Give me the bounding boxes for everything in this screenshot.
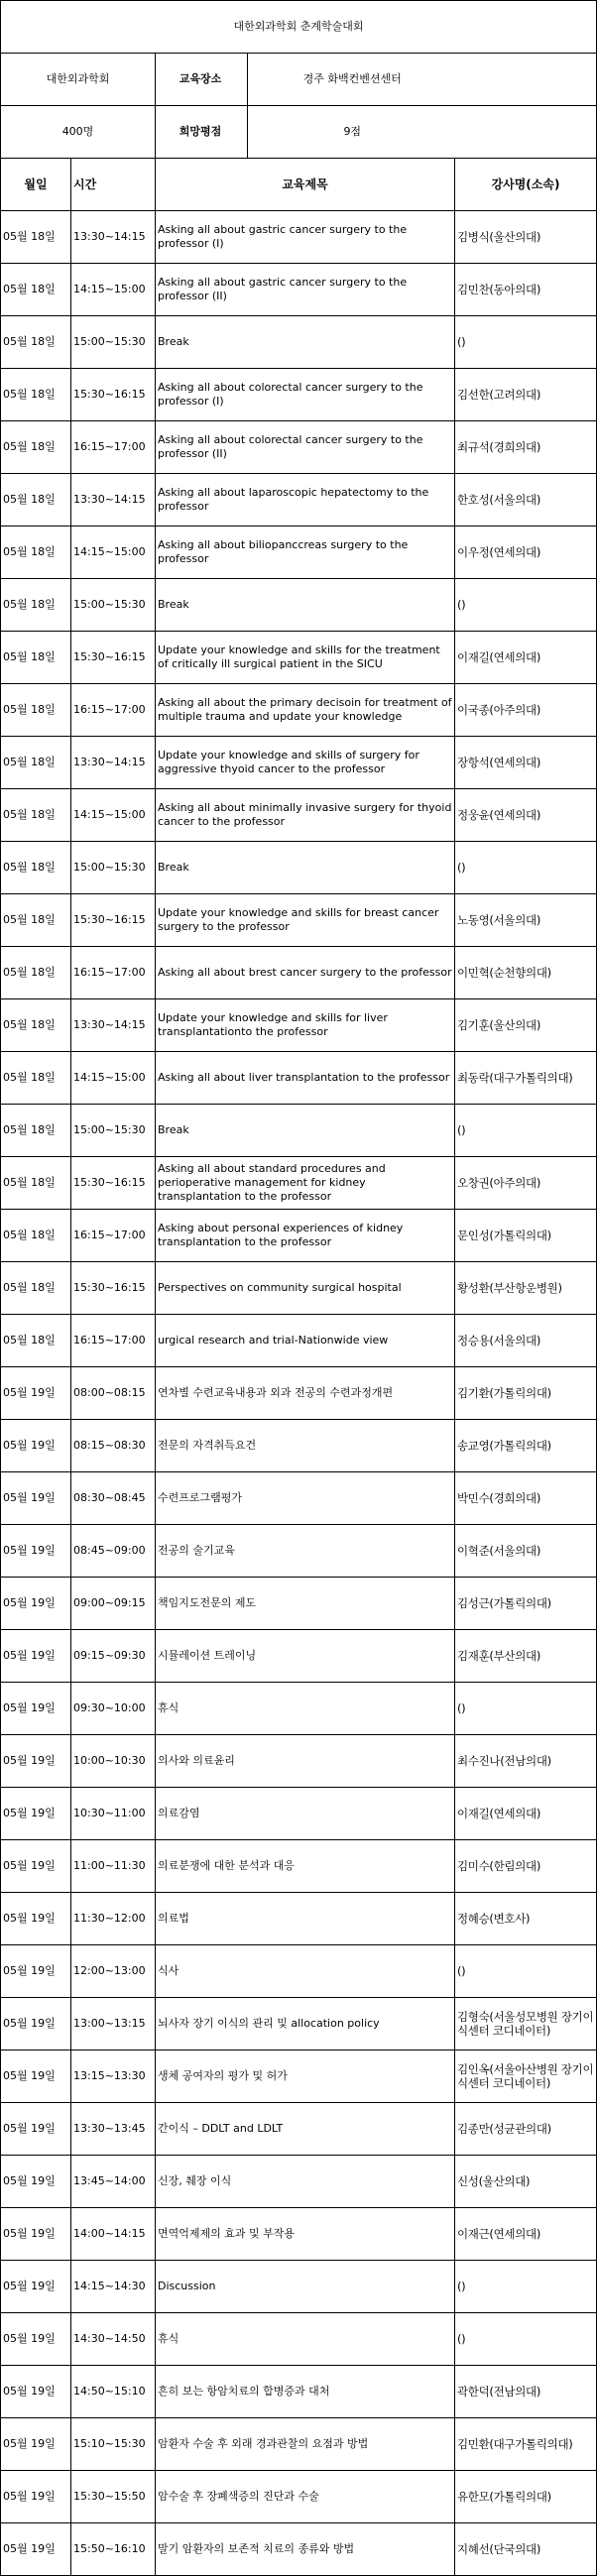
row-time: 08:15~08:30 xyxy=(71,1420,156,1472)
table-row xyxy=(1,1840,597,1893)
row-title: 휴식 xyxy=(156,1683,455,1735)
credit-value: 9점 xyxy=(343,125,362,138)
row-date: 05월 18일 xyxy=(1,1105,71,1157)
row-time: 10:30~11:00 xyxy=(71,1788,156,1840)
col-time-header: 시간 xyxy=(71,159,156,211)
row-speaker: 문인성(가톨릭의대) xyxy=(455,1210,597,1262)
row-date: 05월 18일 xyxy=(1,1315,71,1367)
row-title: Asking all about laparoscopic hepatectomy to the professor xyxy=(156,474,455,527)
row-date: 05월 18일 xyxy=(1,369,71,421)
row-date: 05월 19일 xyxy=(1,2050,71,2103)
info-row-2 xyxy=(1,106,597,159)
row-speaker: 박민수(경희의대) xyxy=(455,1472,597,1525)
row-date: 05월 18일 xyxy=(1,684,71,737)
row-time: 15:00~15:30 xyxy=(71,579,156,632)
row-title: 면역억제제의 효과 및 부작용 xyxy=(156,2208,455,2261)
row-date: 05월 19일 xyxy=(1,2103,71,2156)
row-date: 05월 19일 xyxy=(1,1893,71,1945)
row-speaker: 황성환(부산항운병원) xyxy=(455,1262,597,1315)
col-title-header: 교육제목 xyxy=(156,159,455,211)
table-row xyxy=(1,2471,597,2523)
row-time: 11:30~12:00 xyxy=(71,1893,156,1945)
row-date: 05월 19일 xyxy=(1,1420,71,1472)
row-date: 05월 18일 xyxy=(1,894,71,947)
row-time: 09:30~10:00 xyxy=(71,1683,156,1735)
table-row xyxy=(1,316,597,369)
row-title: 암수술 후 장폐색증의 진단과 수술 xyxy=(156,2471,455,2523)
row-date: 05월 19일 xyxy=(1,2261,71,2313)
table-row xyxy=(1,789,597,842)
row-time: 08:30~08:45 xyxy=(71,1472,156,1525)
row-speaker: 이민혁(순천향의대) xyxy=(455,947,597,999)
credit-label: 희망평점 xyxy=(156,106,249,158)
row-speaker: 최동락(대구가톨릭의대) xyxy=(455,1052,597,1105)
row-speaker: 최수진나(전남의대) xyxy=(455,1735,597,1788)
table-row xyxy=(1,632,597,684)
credit-cell xyxy=(156,106,455,159)
row-title: 말기 암환자의 보존적 치료의 종류와 방법 xyxy=(156,2523,455,2576)
row-title: 식사 xyxy=(156,1945,455,1998)
row-time: 14:00~14:15 xyxy=(71,2208,156,2261)
row-time: 09:15~09:30 xyxy=(71,1630,156,1683)
col-date-header: 월일 xyxy=(1,159,71,211)
row-time: 15:30~16:15 xyxy=(71,369,156,421)
row-speaker: () xyxy=(455,1945,597,1998)
table-row xyxy=(1,2313,597,2366)
row-title: 전문의 자격취득요건 xyxy=(156,1420,455,1472)
table-row xyxy=(1,1472,597,1525)
table-row xyxy=(1,2261,597,2313)
row-date: 05월 19일 xyxy=(1,1578,71,1630)
row-title: 휴식 xyxy=(156,2313,455,2366)
table-row xyxy=(1,369,597,421)
row-time: 16:15~17:00 xyxy=(71,1315,156,1367)
row-date: 05월 18일 xyxy=(1,579,71,632)
place-label: 교육장소 xyxy=(156,54,249,105)
row-time: 09:00~09:15 xyxy=(71,1578,156,1630)
page-title: 대한외과학회 춘계학술대회 xyxy=(1,1,597,54)
row-title: Break xyxy=(156,842,455,894)
row-time: 11:00~11:30 xyxy=(71,1840,156,1893)
row-speaker: 이재길(연세의대) xyxy=(455,1788,597,1840)
row-title: 신장, 췌장 이식 xyxy=(156,2156,455,2208)
row-date: 05월 19일 xyxy=(1,1683,71,1735)
row-date: 05월 19일 xyxy=(1,2523,71,2576)
row-time: 14:50~15:10 xyxy=(71,2366,156,2418)
row-date: 05월 19일 xyxy=(1,1788,71,1840)
row-title: 책임지도전문의 제도 xyxy=(156,1578,455,1630)
row-time: 15:30~16:15 xyxy=(71,632,156,684)
row-title: 수련프로그램평가 xyxy=(156,1472,455,1525)
row-title: Asking all about minimally invasive surgery for thyoid cancer to the professor xyxy=(156,789,455,842)
row-date: 05월 19일 xyxy=(1,1367,71,1420)
place-value: 경주 화백컨벤션센터 xyxy=(302,72,402,85)
table-row xyxy=(1,999,597,1052)
row-time: 14:15~14:30 xyxy=(71,2261,156,2313)
row-time: 15:00~15:30 xyxy=(71,842,156,894)
row-title: Asking all about gastric cancer surgery to the professor (I) xyxy=(156,211,455,264)
table-row xyxy=(1,1945,597,1998)
table-row xyxy=(1,2208,597,2261)
row-date: 05월 18일 xyxy=(1,421,71,474)
row-speaker: 김민환(대구가톨릭의대) xyxy=(455,2418,597,2471)
row-title: Asking all about liver transplantation to the professor xyxy=(156,1052,455,1105)
table-row xyxy=(1,1157,597,1210)
row-date: 05월 19일 xyxy=(1,1735,71,1788)
row-time: 14:15~15:00 xyxy=(71,789,156,842)
table-row xyxy=(1,2156,597,2208)
row-time: 14:15~15:00 xyxy=(71,527,156,579)
row-date: 05월 19일 xyxy=(1,1630,71,1683)
row-time: 14:15~15:00 xyxy=(71,1052,156,1105)
row-date: 05월 18일 xyxy=(1,527,71,579)
row-speaker: 이국종(아주의대) xyxy=(455,684,597,737)
table-row xyxy=(1,2050,597,2103)
row-date: 05월 19일 xyxy=(1,1998,71,2050)
row-time: 16:15~17:00 xyxy=(71,1210,156,1262)
place-value-filler xyxy=(455,54,597,106)
row-title: 의료감염 xyxy=(156,1788,455,1840)
row-speaker: 신성(울산의대) xyxy=(455,2156,597,2208)
row-title: 전공의 술기교육 xyxy=(156,1525,455,1578)
row-speaker: 김성근(가톨릭의대) xyxy=(455,1578,597,1630)
row-date: 05월 18일 xyxy=(1,1052,71,1105)
row-date: 05월 19일 xyxy=(1,1472,71,1525)
row-speaker: () xyxy=(455,1105,597,1157)
row-title: Asking all about brest cancer surgery to the professor xyxy=(156,947,455,999)
row-time: 13:45~14:00 xyxy=(71,2156,156,2208)
row-speaker: 김민찬(동아의대) xyxy=(455,264,597,316)
row-speaker: 김선한(고려의대) xyxy=(455,369,597,421)
row-date: 05월 18일 xyxy=(1,842,71,894)
table-row xyxy=(1,264,597,316)
row-date: 05월 18일 xyxy=(1,789,71,842)
row-title: Break xyxy=(156,579,455,632)
row-speaker: 김기환(가톨릭의대) xyxy=(455,1367,597,1420)
row-date: 05월 18일 xyxy=(1,474,71,527)
row-date: 05월 19일 xyxy=(1,2208,71,2261)
row-date: 05월 19일 xyxy=(1,2471,71,2523)
row-speaker: 김병식(울산의대) xyxy=(455,211,597,264)
table-row xyxy=(1,1998,597,2050)
row-date: 05월 19일 xyxy=(1,1840,71,1893)
table-row xyxy=(1,579,597,632)
row-time: 13:30~14:15 xyxy=(71,211,156,264)
row-date: 05월 18일 xyxy=(1,1210,71,1262)
table-row xyxy=(1,894,597,947)
row-time: 15:30~15:50 xyxy=(71,2471,156,2523)
capacity: 400명 xyxy=(1,106,156,159)
row-date: 05월 18일 xyxy=(1,316,71,369)
row-title: 생체 공여자의 평가 및 허가 xyxy=(156,2050,455,2103)
row-speaker: 지혜선(단국의대) xyxy=(455,2523,597,2576)
table-row xyxy=(1,211,597,264)
title-row xyxy=(1,1,597,54)
row-time: 13:30~14:15 xyxy=(71,737,156,789)
table-row xyxy=(1,1105,597,1157)
row-time: 15:30~16:15 xyxy=(71,894,156,947)
row-title: Update your knowledge and skills for liver transplantationto the professor xyxy=(156,999,455,1052)
row-title: Break xyxy=(156,316,455,369)
table-row xyxy=(1,1735,597,1788)
row-title: 의료분쟁에 대한 분석과 대응 xyxy=(156,1840,455,1893)
row-speaker: () xyxy=(455,2313,597,2366)
row-title: Asking all about the primary decisoin for treatment of multiple trauma and update your knowledge xyxy=(156,684,455,737)
organizer: 대한외과학회 xyxy=(1,54,156,106)
table-row xyxy=(1,947,597,999)
info-row-1 xyxy=(1,54,597,106)
table-row xyxy=(1,1052,597,1105)
table-row xyxy=(1,1788,597,1840)
row-speaker: 곽한덕(전남의대) xyxy=(455,2366,597,2418)
row-time: 08:00~08:15 xyxy=(71,1367,156,1420)
row-date: 05월 18일 xyxy=(1,1157,71,1210)
row-date: 05월 18일 xyxy=(1,211,71,264)
row-speaker: () xyxy=(455,1683,597,1735)
row-title: 의료법 xyxy=(156,1893,455,1945)
row-time: 12:00~13:00 xyxy=(71,1945,156,1998)
table-row xyxy=(1,1210,597,1262)
row-speaker: () xyxy=(455,842,597,894)
row-title: urgical research and trial-Nationwide view xyxy=(156,1315,455,1367)
row-time: 15:30~16:15 xyxy=(71,1262,156,1315)
row-title: Asking all about gastric cancer surgery to the professor (II) xyxy=(156,264,455,316)
row-date: 05월 19일 xyxy=(1,1945,71,1998)
column-header-row xyxy=(1,159,597,211)
row-time: 15:00~15:30 xyxy=(71,1105,156,1157)
row-title: Update your knowledge and skills for breast cancer surgery to the professor xyxy=(156,894,455,947)
table-row xyxy=(1,1525,597,1578)
row-title: 의사와 의료윤리 xyxy=(156,1735,455,1788)
row-title: 뇌사자 장기 이식의 관리 및 allocation policy xyxy=(156,1998,455,2050)
row-title: Asking all about colorectal cancer surgery to the professor (II) xyxy=(156,421,455,474)
row-speaker: 이우정(연세의대) xyxy=(455,527,597,579)
row-time: 15:10~15:30 xyxy=(71,2418,156,2471)
row-time: 13:30~14:15 xyxy=(71,999,156,1052)
row-title: Update your knowledge and skills for the treatment of critically ill surgical patient in the SICU xyxy=(156,632,455,684)
row-date: 05월 18일 xyxy=(1,1262,71,1315)
row-title: 흔히 보는 항암치료의 합병증과 대처 xyxy=(156,2366,455,2418)
row-date: 05월 18일 xyxy=(1,264,71,316)
row-time: 14:15~15:00 xyxy=(71,264,156,316)
row-title: Update your knowledge and skills of surgery for aggressive thyoid cancer to the professor xyxy=(156,737,455,789)
row-time: 13:30~14:15 xyxy=(71,474,156,527)
row-speaker: 정혜승(변호사) xyxy=(455,1893,597,1945)
row-title: Break xyxy=(156,1105,455,1157)
row-speaker: 노동영(서울의대) xyxy=(455,894,597,947)
row-speaker: () xyxy=(455,2261,597,2313)
row-date: 05월 18일 xyxy=(1,632,71,684)
row-date: 05월 18일 xyxy=(1,737,71,789)
row-speaker: 유한모(가톨릭의대) xyxy=(455,2471,597,2523)
row-speaker: 최규석(경희의대) xyxy=(455,421,597,474)
credit-value-filler xyxy=(455,106,597,159)
row-speaker: 이재근(연세의대) xyxy=(455,2208,597,2261)
row-speaker: 이혁준(서울의대) xyxy=(455,1525,597,1578)
row-time: 16:15~17:00 xyxy=(71,421,156,474)
table-row xyxy=(1,421,597,474)
row-time: 15:00~15:30 xyxy=(71,316,156,369)
row-date: 05월 19일 xyxy=(1,1525,71,1578)
row-date: 05월 19일 xyxy=(1,2156,71,2208)
col-speaker-header: 강사명(소속) xyxy=(455,159,597,211)
table-row xyxy=(1,2418,597,2471)
row-title: Perspectives on community surgical hospital xyxy=(156,1262,455,1315)
row-time: 13:30~13:45 xyxy=(71,2103,156,2156)
row-date: 05월 19일 xyxy=(1,2418,71,2471)
table-row xyxy=(1,737,597,789)
row-title: 간이식 – DDLT and LDLT xyxy=(156,2103,455,2156)
row-title: 암환자 수술 후 외래 경과관찰의 요점과 방법 xyxy=(156,2418,455,2471)
row-speaker: 장항석(연세의대) xyxy=(455,737,597,789)
table-row xyxy=(1,527,597,579)
row-title: Asking all about colorectal cancer surgery to the professor (I) xyxy=(156,369,455,421)
row-speaker: 오창권(아주의대) xyxy=(455,1157,597,1210)
table-row xyxy=(1,1420,597,1472)
table-row xyxy=(1,1683,597,1735)
row-title: Asking about personal experiences of kidney transplantation to the professor xyxy=(156,1210,455,1262)
row-speaker: 정웅윤(연세의대) xyxy=(455,789,597,842)
row-time: 13:15~13:30 xyxy=(71,2050,156,2103)
table-row xyxy=(1,1630,597,1683)
row-speaker: 김재훈(부산의대) xyxy=(455,1630,597,1683)
row-time: 16:15~17:00 xyxy=(71,947,156,999)
row-time: 15:30~16:15 xyxy=(71,1157,156,1210)
row-time: 10:00~10:30 xyxy=(71,1735,156,1788)
row-title: Discussion xyxy=(156,2261,455,2313)
table-row xyxy=(1,1367,597,1420)
row-speaker: 김기훈(울산의대) xyxy=(455,999,597,1052)
row-speaker: 한호성(서울의대) xyxy=(455,474,597,527)
row-date: 05월 18일 xyxy=(1,999,71,1052)
place-cell xyxy=(156,54,455,106)
row-date: 05월 19일 xyxy=(1,2313,71,2366)
table-row xyxy=(1,1893,597,1945)
table-row xyxy=(1,2523,597,2576)
row-speaker: 김미수(한림의대) xyxy=(455,1840,597,1893)
row-time: 15:50~16:10 xyxy=(71,2523,156,2576)
row-title: 시뮬레이션 트레이닝 xyxy=(156,1630,455,1683)
table-row xyxy=(1,474,597,527)
table-row xyxy=(1,2366,597,2418)
row-time: 16:15~17:00 xyxy=(71,684,156,737)
row-time: 13:00~13:15 xyxy=(71,1998,156,2050)
row-title: 연차별 수련교육내용과 외과 전공의 수련과정개편 xyxy=(156,1367,455,1420)
table-row xyxy=(1,1578,597,1630)
row-time: 08:45~09:00 xyxy=(71,1525,156,1578)
row-speaker: 이재길(연세의대) xyxy=(455,632,597,684)
row-speaker: 김인옥(서울아산병원 장기이식센터 코디네이터) xyxy=(455,2050,597,2103)
table-row xyxy=(1,842,597,894)
row-speaker: 김형숙(서울성모병원 장기이식센터 코디네이터) xyxy=(455,1998,597,2050)
table-row xyxy=(1,2103,597,2156)
row-date: 05월 18일 xyxy=(1,947,71,999)
row-time: 14:30~14:50 xyxy=(71,2313,156,2366)
row-speaker: () xyxy=(455,579,597,632)
row-speaker: 김종만(성균관의대) xyxy=(455,2103,597,2156)
row-title: Asking all about biliopanccreas surgery to the professor xyxy=(156,527,455,579)
table-row xyxy=(1,684,597,737)
table-row xyxy=(1,1315,597,1367)
row-speaker: 송교영(가톨릭의대) xyxy=(455,1420,597,1472)
table-row xyxy=(1,1262,597,1315)
row-speaker: 정승용(서울의대) xyxy=(455,1315,597,1367)
row-date: 05월 19일 xyxy=(1,2366,71,2418)
row-speaker: () xyxy=(455,316,597,369)
row-title: Asking all about standard procedures and perioperative management for kidney transplantation to the professor xyxy=(156,1157,455,1210)
